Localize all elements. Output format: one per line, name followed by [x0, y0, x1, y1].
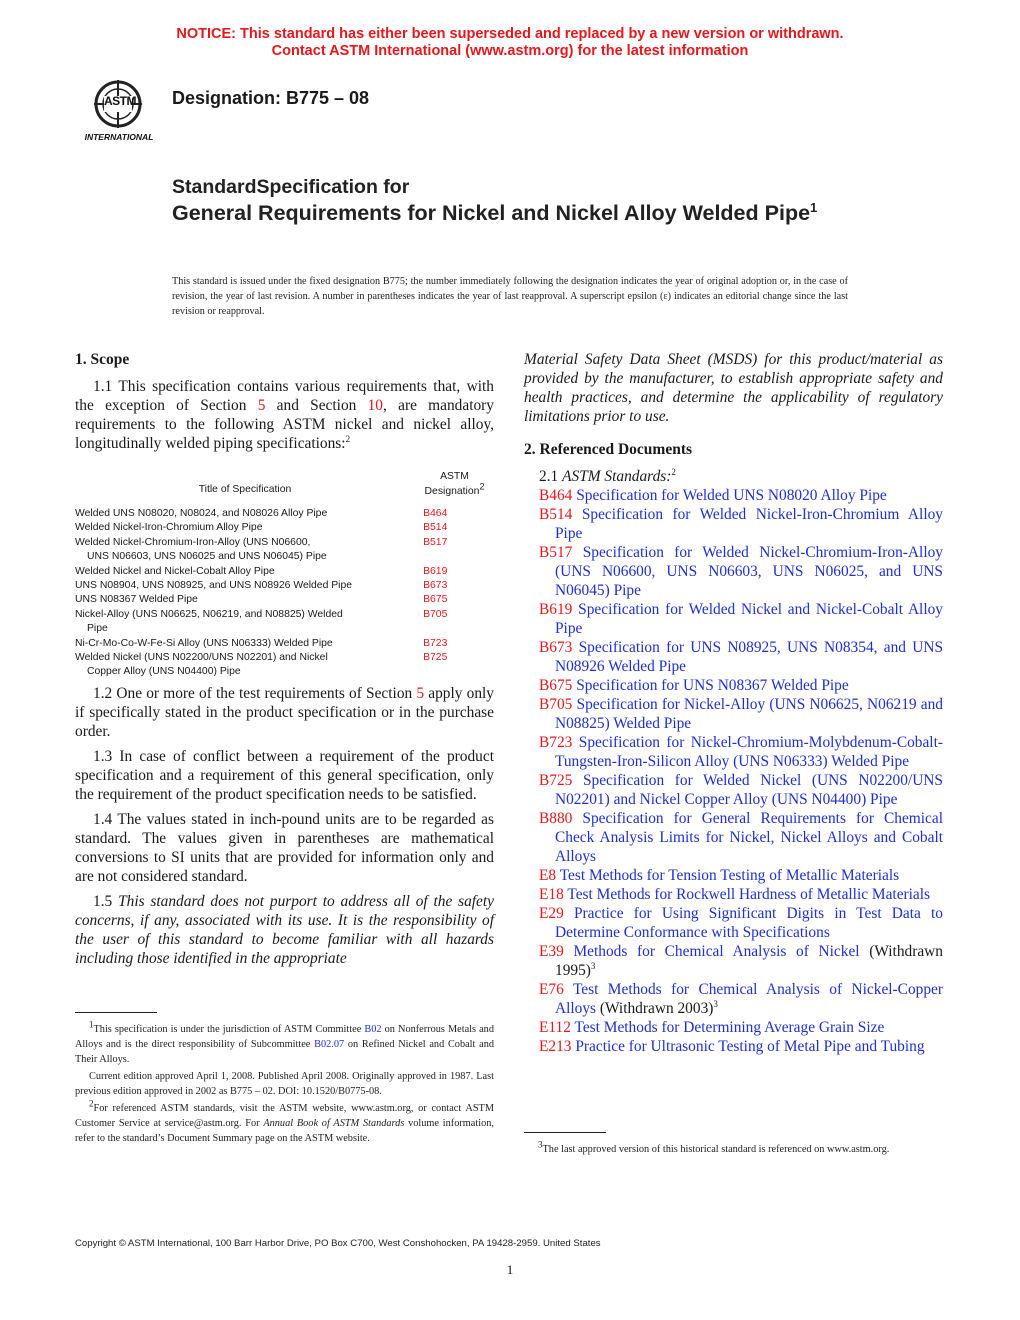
title-footnote-mark: 1	[810, 199, 818, 215]
reference-item	[524, 733, 943, 771]
left-footnotes	[75, 1012, 494, 1148]
spec-title-cell	[75, 651, 411, 680]
logo-subtext: INTERNATIONAL	[84, 132, 154, 142]
spec-table-row	[75, 521, 494, 535]
reference-list	[524, 486, 943, 1056]
reference-item	[524, 885, 943, 904]
spec-designation-link[interactable]: B464	[423, 508, 448, 519]
reference-item	[524, 638, 943, 676]
right-footnotes	[524, 1132, 943, 1159]
reference-title-link[interactable]: Specification for Nickel-Chromium-Molybdenum-Cobalt-Tungsten-Iron-Silicon Alloy (UNS N06333) Welded Pipe	[555, 734, 943, 770]
reference-item	[524, 676, 943, 695]
col-designation-header: ASTM Designation$^2$	[424, 471, 485, 497]
spec-title-cell	[75, 536, 411, 565]
spec-table-row	[75, 507, 494, 521]
spec-title-cell	[75, 593, 411, 607]
footnote-2: $^2$For referenced ASTM standards, visit the ASTM website, www.astm.org, or contact ASTM Customer Service at service@astm.org. For Annual Book of ASTM Standards volume information, refer to the standard’s Document Summary page on the ASTM website.	[75, 1098, 494, 1144]
page-number: 1	[506, 1262, 514, 1277]
reference-code-link[interactable]: B880	[539, 810, 573, 827]
reference-code-link[interactable]: E112	[539, 1019, 571, 1036]
footnote-rule-right	[524, 1132, 606, 1133]
spec-designation-cell	[411, 565, 494, 579]
spec-designation-link[interactable]: B514	[423, 522, 448, 534]
reference-item	[524, 1037, 943, 1056]
reference-item	[524, 1018, 943, 1037]
reference-title-link[interactable]: Test Methods for Tension Testing of Metallic Materials	[559, 867, 900, 884]
scope-1-4: 1.4 The values stated in inch-pound units are to be regarded as standard. The values given in parentheses are mathematical conversions to SI units that are provided for information only and are not considered standard.	[75, 810, 494, 885]
right-column	[524, 350, 943, 1056]
spec-designation-link[interactable]: B619	[423, 565, 448, 577]
reference-code-link[interactable]: E213	[539, 1038, 572, 1055]
astm-logo	[74, 72, 162, 148]
copyright-footer: Copyright © ASTM International, 100 Barr Harbor Drive, PO Box C700, West Conshohocken, PA 19428-2959. United States	[75, 1238, 601, 1249]
intro-paragraph: This standard is issued under the fixed designation B775; the number immediately following the designation indicates the year of original adoption or, in the case of revision, the year of last revision. A number in parentheses indicates the year of last reapproval. A superscript epsilon (ε) indicates an editorial change since the last revision or reapproval.	[172, 276, 848, 317]
reference-title-link[interactable]: Test Methods for Rockwell Hardness of Metallic Materials	[567, 886, 931, 903]
reference-code-link[interactable]: E8	[539, 867, 557, 884]
footnote-1-edition: Current edition approved April 1, 2008. Published April 2008. Originally approved in 1987. Last previous edition approved in 2002 as B775 – 02. DOI: 10.1520/B0775-08.	[75, 1071, 494, 1097]
footnote-rule	[75, 1012, 157, 1013]
footnote-1: $^1$This specification is under the jurisdiction of ASTM Committee B02 on Nonferrous Metals and Alloys and is the direct responsibility of Subcommittee B02.07 on Refined Nickel and Cobalt and Their Alloys.	[75, 1019, 494, 1065]
spec-designation-link[interactable]: B725	[423, 652, 448, 664]
notice-line-1: NOTICE: This standard has either been superseded and replaced by a new version or withdrawn.	[176, 26, 844, 42]
spec-designation-cell	[411, 593, 494, 607]
reference-item	[524, 866, 943, 885]
spec-table-row	[75, 593, 494, 607]
reference-code-link[interactable]: B517	[539, 544, 573, 561]
reference-code-link[interactable]: B675	[539, 677, 573, 694]
reference-title-link[interactable]: Specification for Welded Nickel-Iron-Chromium Alloy Pipe	[555, 506, 943, 542]
reference-item	[524, 600, 943, 638]
reference-title-link[interactable]: Specification for General Requirements for Chemical Check Analysis Limits for Nickel, Nickel Alloys and Cobalt Alloys	[555, 810, 943, 865]
reference-title-link[interactable]: Test Methods for Chemical Analysis of Nickel-Copper Alloys	[555, 981, 943, 1017]
spec-title: UNS N08367 Welded Pipe	[75, 594, 198, 606]
spec-designation-link[interactable]: B675	[423, 594, 448, 606]
spec-table-header	[75, 459, 494, 499]
designation: Designation: B775 – 08	[172, 88, 370, 108]
reference-code-link[interactable]: B723	[539, 734, 573, 751]
spec-title: Welded Nickel-Chromium-Iron-Alloy (UNS N06600,	[75, 536, 311, 548]
reference-code-link[interactable]: B619	[539, 601, 573, 618]
reference-item	[524, 980, 943, 1018]
scope-heading: 1. Scope	[75, 351, 130, 368]
spec-title: UNS N08904, UNS N08925, and UNS N08926 Welded Pipe	[75, 580, 353, 592]
spec-title: Welded Nickel (UNS N02200/UNS N02201) and Nickel	[75, 652, 328, 664]
logo-text: ASTM	[104, 94, 136, 108]
reference-withdrawn-note: (Withdrawn 2003)	[596, 1000, 714, 1017]
reference-code-link[interactable]: E76	[539, 981, 564, 998]
spec-designation-cell	[411, 637, 494, 651]
scope-1-2: 1.2 One or more of the test requirements of Section 5 apply only if specifically stated in the product specification or in the purchase order.	[75, 684, 494, 740]
section-10-link[interactable]: 10	[367, 397, 383, 414]
left-column	[75, 350, 494, 974]
spec-designation-link[interactable]: B705	[423, 608, 448, 620]
spec-title-cell	[75, 608, 411, 637]
spec-table-row	[75, 579, 494, 593]
reference-item	[524, 543, 943, 600]
scope-1-5-continued: Material Safety Data Sheet (MSDS) for this product/material as provided by the manufacturer, to establish appropriate safety and health practices, and determine the applicability of regulatory limitations prior to use.	[524, 351, 943, 425]
reference-title-link[interactable]: Specification for Welded Nickel (UNS N02200/UNS N02201) and Nickel Copper Alloy (UNS N04400) Pipe	[555, 772, 943, 808]
reference-code-link[interactable]: E29	[539, 905, 564, 922]
spec-designation-link[interactable]: B673	[423, 580, 448, 592]
reference-title-link[interactable]: Methods for Chemical Analysis of Nickel	[573, 943, 860, 960]
reference-code-link[interactable]: E18	[539, 886, 564, 903]
spec-designation-cell	[411, 608, 494, 637]
footnote-3: $^3$The last approved version of this historical standard is referenced on www.astm.org.	[538, 1139, 890, 1155]
reference-item	[524, 809, 943, 866]
reference-item	[524, 942, 943, 980]
reference-item	[524, 904, 943, 942]
scope-1-5: 1.5 This standard does not purport to address all of the safety concerns, if any, associated with its use. It is the responsibility of the user of this standard to become familiar with all hazards including those identified in the appropriate	[75, 892, 494, 967]
spec-designation-cell	[411, 536, 494, 565]
reference-title-link[interactable]: Practice for Ultrasonic Testing of Metal Pipe and Tubing	[575, 1038, 925, 1055]
reference-footnote-mark: 3	[713, 998, 718, 1009]
spec-title-continued: Copper Alloy (UNS N04400) Pipe	[87, 666, 241, 678]
spec-designation-cell	[411, 651, 494, 680]
notice-line-2: Contact ASTM International (www.astm.org) for the latest information	[271, 43, 749, 59]
subcommittee-link[interactable]: B02.07	[314, 1039, 345, 1050]
reference-item	[524, 505, 943, 543]
reference-code-link[interactable]: B725	[539, 772, 573, 789]
spec-title-cell	[75, 521, 411, 535]
reference-title-link[interactable]: Specification for UNS N08367 Welded Pipe	[576, 677, 849, 694]
reference-title-link[interactable]: Specification for UNS N08925, UNS N08354, and UNS N08926 Welded Pipe	[555, 639, 943, 675]
reference-code-link[interactable]: B673	[539, 639, 573, 656]
reference-code-link[interactable]: B464	[539, 487, 573, 504]
title-main	[172, 200, 872, 227]
spec-designation-cell	[411, 579, 494, 593]
spec-title-cell	[75, 507, 411, 521]
reference-title-link[interactable]: Practice for Using Significant Digits in Test Data to Determine Conformance with Specifications	[555, 905, 943, 941]
section-5-link-2[interactable]: 5	[416, 684, 425, 702]
spec-table-row	[75, 651, 494, 680]
title-line-1: StandardSpecification for	[172, 176, 410, 198]
spec-title: Welded Nickel-Iron-Chromium Alloy Pipe	[75, 522, 263, 534]
spec-designation-cell	[411, 521, 494, 535]
spec-table-row	[75, 608, 494, 637]
spec-title-cell	[75, 637, 411, 651]
spec-title-cell	[75, 565, 411, 579]
col-title-header: Title of Specification	[198, 483, 292, 495]
spec-table-row	[75, 565, 494, 579]
spec-title: Nickel-Alloy (UNS N06625, N06219, and N08825) Welded	[75, 608, 343, 620]
reference-title-link[interactable]: Specification for Welded Nickel-Chromium-Iron-Alloy (UNS N06600, UNS N06603, UNS N06025, and UNS N06045) Pipe	[555, 544, 943, 599]
supersede-notice	[0, 26, 1020, 60]
reference-title-link[interactable]: Specification for Welded UNS N08020 Alloy Pipe	[576, 487, 887, 504]
committee-b02-link[interactable]: B02	[364, 1024, 382, 1035]
spec-title-cell	[75, 579, 411, 593]
spec-designation-link[interactable]: B723	[423, 637, 448, 649]
spec-table	[75, 459, 494, 680]
reference-item	[524, 486, 943, 505]
reference-code-link[interactable]: B705	[539, 696, 573, 713]
reference-item	[524, 695, 943, 733]
reference-title-link[interactable]: Specification for Nickel-Alloy (UNS N06625, N06219 and N08825) Welded Pipe	[555, 696, 943, 732]
spec-designation-link[interactable]: B517	[423, 536, 448, 548]
references-lead: 2.1 ASTM Standards:$^2$	[539, 466, 676, 485]
reference-code-link[interactable]: B514	[539, 506, 573, 523]
spec-title: Welded Nickel and Nickel-Cobalt Alloy Pipe	[75, 565, 275, 577]
reference-item	[524, 771, 943, 809]
scope-1-1: 1.1 This specification contains various requirements that, with the exception of Section 5 and Section 10, are mandatory requirements to the following ASTM nickel and nickel alloy, longitudinally welded piping specifications:$^2$	[75, 378, 494, 452]
reference-code-link[interactable]: E39	[539, 943, 564, 960]
references-heading: 2. Referenced Documents	[524, 441, 693, 458]
spec-table-body	[75, 507, 494, 680]
reference-title-link[interactable]: Test Methods for Determining Average Grain Size	[574, 1019, 885, 1036]
reference-footnote-mark: 3	[590, 960, 596, 971]
spec-table-row	[75, 536, 494, 565]
spec-table-row	[75, 637, 494, 651]
spec-title: Ni-Cr-Mo-Co-W-Fe-Si Alloy (UNS N06333) Welded Pipe	[75, 637, 333, 649]
reference-withdrawn-note: (Withdrawn 1995)	[555, 943, 943, 979]
spec-title-continued: Pipe	[87, 623, 108, 635]
section-5-link[interactable]: 5	[257, 397, 266, 414]
reference-title-link[interactable]: Specification for Welded Nickel and Nickel-Cobalt Alloy Pipe	[555, 601, 943, 637]
title-line-2: General Requirements for Nickel and Nickel Alloy Welded Pipe	[172, 201, 811, 225]
spec-designation-cell	[411, 507, 494, 521]
scope-1-3: 1.3 In case of conflict between a requirement of the product specification and a requirement of this general specification, only the requirement of the product specification needs to be satisfied.	[75, 747, 494, 803]
spec-title-continued: UNS N06603, UNS N06025 and UNS N06045) Pipe	[87, 551, 327, 563]
spec-title: Welded UNS N08020, N08024, and N08026 Alloy Pipe	[75, 508, 328, 519]
